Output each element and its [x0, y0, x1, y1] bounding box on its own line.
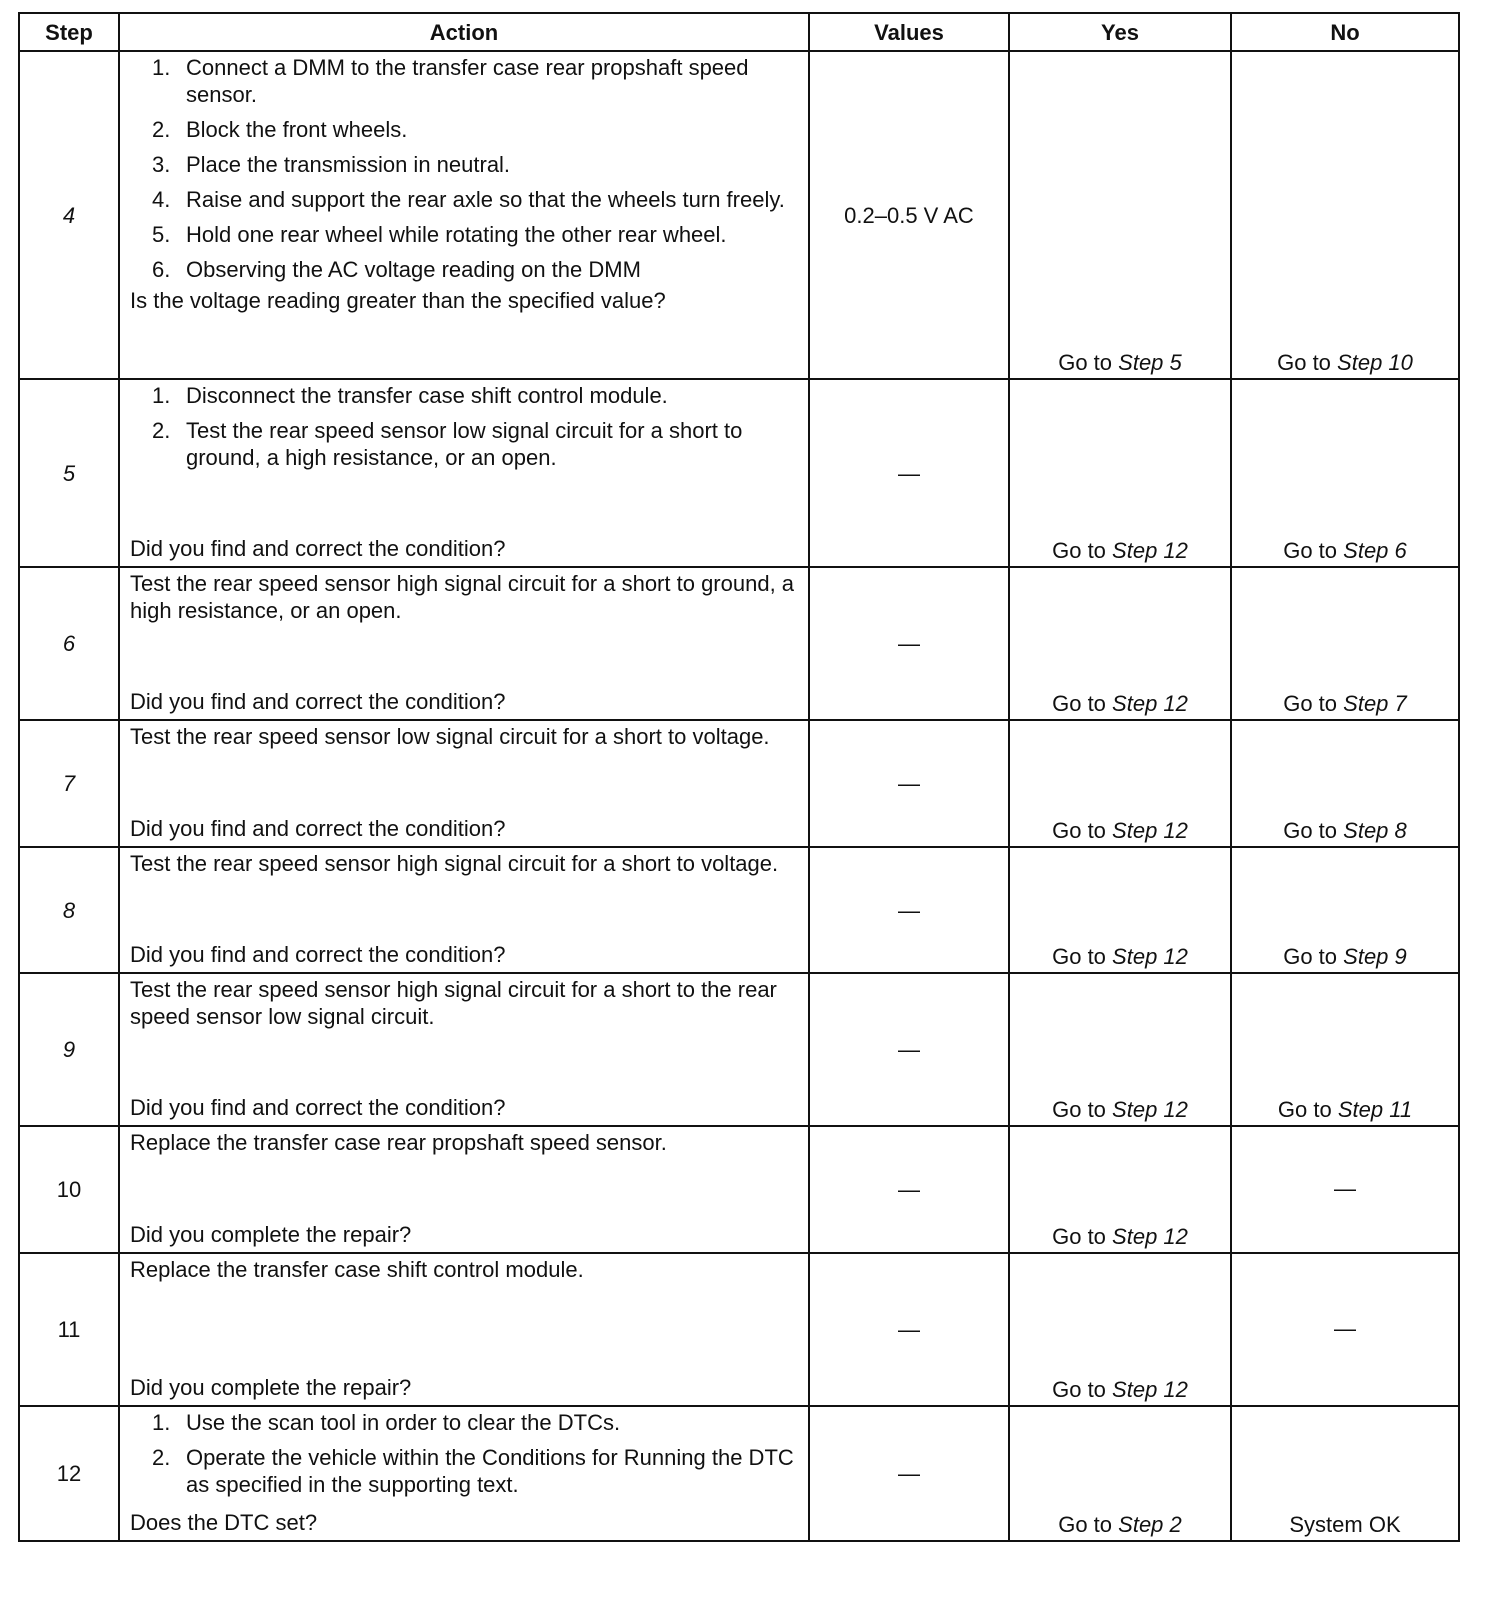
values-cell: —: [809, 567, 1009, 720]
goto-label: Go to: [1052, 1377, 1106, 1402]
table-row: [19, 973, 1459, 1126]
goto-step-link: Step 12: [1112, 1377, 1188, 1402]
action-step: Raise and support the rear axle so that the wheels turn freely.: [186, 187, 785, 212]
action-cell: [119, 720, 809, 847]
yes-cell: [1009, 51, 1231, 379]
values-cell: —: [809, 973, 1009, 1126]
action-steps: [130, 1409, 800, 1498]
table-row: [19, 379, 1459, 567]
values-cell: 0.2–0.5 V AC: [809, 51, 1009, 379]
action-cell: [119, 1406, 809, 1541]
action-question: Did you find and correct the condition?: [130, 689, 506, 714]
step-number: 5: [19, 379, 119, 567]
table-row: [19, 720, 1459, 847]
action-step: Connect a DMM to the transfer case rear propshaft speed sensor.: [186, 55, 749, 107]
goto-step-link: Step 7: [1343, 691, 1407, 716]
yes-cell: [1009, 567, 1231, 720]
header-values: Values: [809, 13, 1009, 51]
values-cell: —: [809, 847, 1009, 973]
goto-step-link: Step 12: [1112, 818, 1188, 843]
goto-label: Go to: [1052, 944, 1106, 969]
goto-step-link: Step 5: [1118, 350, 1182, 375]
action-cell: [119, 1126, 809, 1253]
yes-cell: [1009, 1253, 1231, 1406]
step-number: 8: [19, 847, 119, 973]
goto-label: Go to: [1052, 1224, 1106, 1249]
action-step: Hold one rear wheel while rotating the other rear wheel.: [186, 222, 727, 247]
values-cell: —: [809, 379, 1009, 567]
action-question: Did you find and correct the condition?: [130, 942, 506, 967]
action-step: Operate the vehicle within the Conditions for Running the DTC as specified in the supporting text.: [186, 1445, 794, 1497]
no-cell: System OK: [1231, 1406, 1459, 1541]
yes-cell: [1009, 847, 1231, 973]
step-number: 6: [19, 567, 119, 720]
action-cell: [119, 567, 809, 720]
step-number: 9: [19, 973, 119, 1126]
action-question: Is the voltage reading greater than the specified value?: [130, 288, 666, 313]
values-cell: —: [809, 1253, 1009, 1406]
goto-step-link: Step 8: [1343, 818, 1407, 843]
goto-step-link: Step 12: [1112, 538, 1188, 563]
goto-label: Go to: [1277, 350, 1331, 375]
goto-step-link: Step 2: [1118, 1512, 1182, 1537]
action-text: Replace the transfer case rear propshaft speed sensor.: [130, 1130, 667, 1155]
goto-label: Go to: [1283, 818, 1338, 843]
action-question: Did you find and correct the condition?: [130, 816, 506, 841]
goto-step-link: Step 12: [1112, 1224, 1188, 1249]
goto-step-link: Step 11: [1337, 1097, 1413, 1122]
action-cell: [119, 379, 809, 567]
no-cell: [1231, 847, 1459, 973]
action-steps: [130, 382, 800, 479]
goto-label: Go to: [1052, 1097, 1106, 1122]
step-number: 4: [19, 51, 119, 379]
header-row: [19, 13, 1459, 51]
goto-label: Go to: [1052, 538, 1106, 563]
goto-step-link: Step 12: [1112, 944, 1188, 969]
action-text: Test the rear speed sensor low signal circuit for a short to voltage.: [130, 724, 770, 749]
step-number: 10: [19, 1126, 119, 1253]
action-step: Observing the AC voltage reading on the DMM: [186, 257, 641, 282]
goto-label: Go to: [1283, 691, 1338, 716]
action-step: Test the rear speed sensor low signal circuit for a short to ground, a high resistance, or an open.: [186, 418, 743, 470]
action-step: Use the scan tool in order to clear the DTCs.: [186, 1410, 621, 1435]
action-text: Replace the transfer case shift control module.: [130, 1257, 584, 1282]
no-cell: —: [1231, 1253, 1459, 1406]
goto-step-link: Step 12: [1112, 1097, 1188, 1122]
goto-step-link: Step 9: [1343, 944, 1407, 969]
no-cell: [1231, 567, 1459, 720]
yes-cell: [1009, 720, 1231, 847]
action-cell: [119, 973, 809, 1126]
values-cell: —: [809, 1406, 1009, 1541]
diagnostic-table: [18, 12, 1460, 1542]
no-cell: [1231, 720, 1459, 847]
goto-label: Go to: [1283, 944, 1338, 969]
goto-label: Go to: [1058, 1512, 1113, 1537]
step-number: 12: [19, 1406, 119, 1541]
header-action: Action: [119, 13, 809, 51]
action-steps: [130, 54, 800, 283]
action-question: Did you find and correct the condition?: [130, 536, 506, 561]
action-step: Place the transmission in neutral.: [186, 152, 511, 177]
goto-step-link: Step 10: [1337, 350, 1413, 375]
table-row: [19, 1406, 1459, 1541]
header-no: No: [1231, 13, 1459, 51]
header-step: Step: [19, 13, 119, 51]
header-yes: Yes: [1009, 13, 1231, 51]
no-cell: [1231, 379, 1459, 567]
yes-cell: [1009, 1406, 1231, 1541]
step-number: 11: [19, 1253, 119, 1406]
values-cell: —: [809, 720, 1009, 847]
table-row: [19, 51, 1459, 379]
goto-label: Go to: [1052, 691, 1106, 716]
action-step: Disconnect the transfer case shift control module.: [186, 383, 668, 408]
action-cell: [119, 51, 809, 379]
no-cell: —: [1231, 1126, 1459, 1253]
table-row: [19, 567, 1459, 720]
table-row: [19, 847, 1459, 973]
goto-label: Go to: [1283, 538, 1338, 563]
goto-step-link: Step 12: [1112, 691, 1188, 716]
action-text: Test the rear speed sensor high signal circuit for a short to the rear speed sensor low signal circuit.: [130, 977, 777, 1029]
action-cell: [119, 847, 809, 973]
yes-cell: [1009, 1126, 1231, 1253]
action-cell: [119, 1253, 809, 1406]
step-number: 7: [19, 720, 119, 847]
action-question: Did you complete the repair?: [130, 1375, 412, 1400]
values-cell: —: [809, 1126, 1009, 1253]
goto-label: Go to: [1277, 1097, 1332, 1122]
goto-step-link: Step 6: [1343, 538, 1407, 563]
action-question: Did you complete the repair?: [130, 1222, 412, 1247]
no-cell: [1231, 51, 1459, 379]
goto-label: Go to: [1052, 818, 1106, 843]
table-row: [19, 1253, 1459, 1406]
table-row: [19, 1126, 1459, 1253]
yes-cell: [1009, 379, 1231, 567]
action-text: Test the rear speed sensor high signal circuit for a short to voltage.: [130, 851, 779, 876]
action-text: Test the rear speed sensor high signal circuit for a short to ground, a high resistance, or an open.: [130, 571, 795, 623]
action-question: Does the DTC set?: [130, 1510, 318, 1535]
yes-cell: [1009, 973, 1231, 1126]
goto-label: Go to: [1058, 350, 1113, 375]
no-cell: [1231, 973, 1459, 1126]
action-step: Block the front wheels.: [186, 117, 408, 142]
action-question: Did you find and correct the condition?: [130, 1095, 506, 1120]
